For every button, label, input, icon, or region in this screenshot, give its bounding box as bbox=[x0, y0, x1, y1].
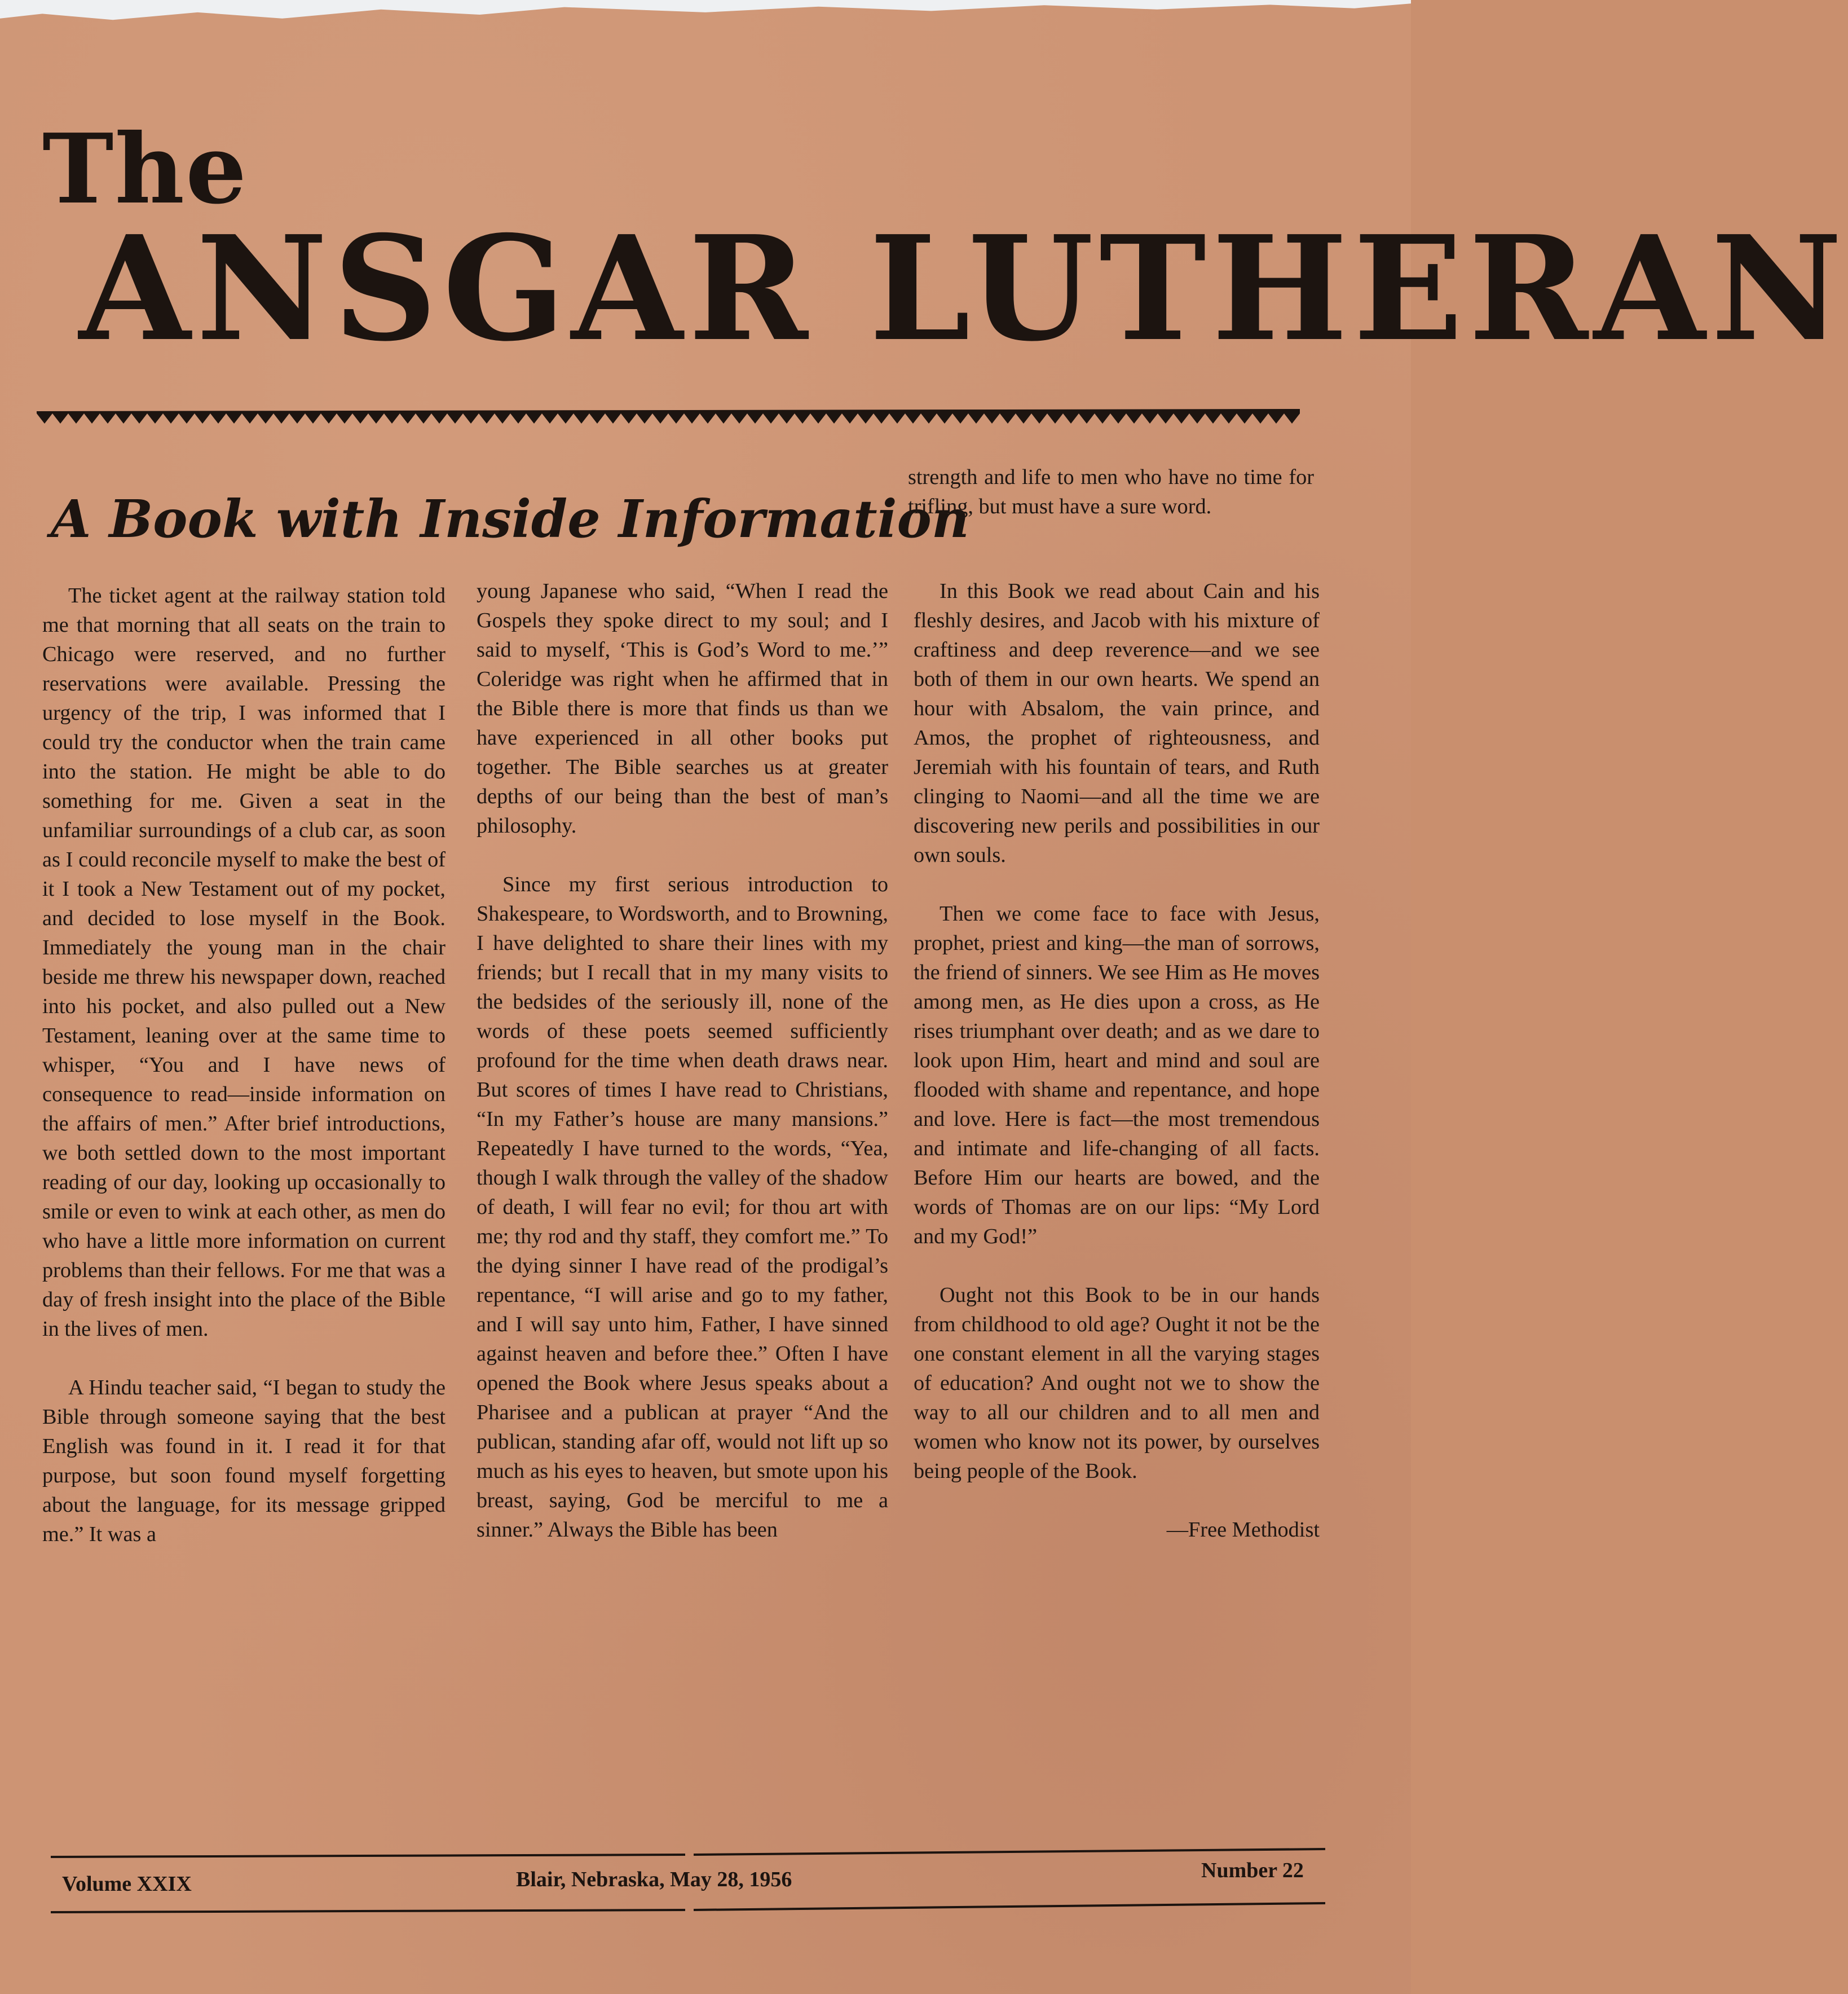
article-column-2 bbox=[477, 576, 888, 1544]
place-date-label: Blair, Nebraska, May 28, 1956 bbox=[516, 1868, 792, 1891]
paragraph: Ought not this Book to be in our hands from childhood to old age? Ought it not be the one constant element in all the varying stages of education? And ought not we to show the way to all our children and to all men and women who know not its power, by ourselves being people of the Book. bbox=[914, 1283, 1320, 1483]
paragraph: Then we come face to face with Jesus, prophet, priest and king—the man of sorrows, the friend of sinners. We see Him as He moves among men, as He dies upon a cross, as He rises triumphant over death; and as we dare to look upon Him, heart and mind and soul are flooded with shame and repentance, and hope and love. Here is fact—the most tremendous and intimate and life-changing of all facts. Before Him our hearts are bowed, and the words of Thomas are on our lips: “My Lord and my God!” bbox=[914, 902, 1320, 1248]
masthead-zigzag-rule bbox=[37, 409, 1300, 432]
masthead-the: The bbox=[42, 113, 248, 226]
article-column-1 bbox=[42, 581, 446, 1549]
paragraph: Since my first serious introduction to Shakespeare, to Wordsworth, and to Browning, I have delighted to share their lines with my friends; but I recall that in my many visits to the bedsides of the seriously ill, none of the words of these poets seemed sufficiently profound for the time when death draws near. But scores of times I have read to Christians, “In my Father’s house are many mansions.” Repeatedly I have turned to the words, “Yea, though I walk through the valley of the shadow of death, I will fear no evil; for thou art with me; thy rod and thy staff, they comfort me.” To the dying sinner I have read of the prodigal’s repentance, “I will arise and go to my father, and I will say unto him, Father, I have sinned against heaven and before thee.” Often I have opened the Book where Jesus speaks about a Pharisee and a publican at prayer “And the publican, standing afar off, would not lift up so much as his eyes to heaven, but smote upon his breast, saying, God be merciful to me a sinner.” Always the Bible has been bbox=[477, 873, 888, 1542]
paragraph: In this Book we read about Cain and his fleshly desires, and Jacob with his mixture of craftiness and deep reverence—and we see both of them in our own hearts. We spend an hour with Absalom, the vain prince, and Amos, the prophet of righteousness, and Jeremiah with his fountain of tears, and Ruth clinging to Naomi—and all the time we are discovering new perils and possibilities in our own souls. bbox=[914, 579, 1320, 867]
paragraph: strength and life to men who have no time for trifling, but must have a sure word. bbox=[908, 465, 1314, 518]
volume-label: Volume XXIX bbox=[62, 1872, 192, 1896]
footer-bar bbox=[51, 1845, 1325, 1918]
article-source: —Free Methodist bbox=[1166, 1518, 1320, 1542]
paragraph: A Hindu teacher said, “I began to study the Bible through someone saying that the best English was found in it. I read it for that purpose, but soon found myself forgetting about the language, for its message gripped me.” It was a bbox=[42, 1376, 446, 1546]
issue-number-label: Number 22 bbox=[1201, 1859, 1304, 1882]
article-column-3 bbox=[914, 576, 1320, 1544]
article-headline: A Book with Inside Information bbox=[51, 488, 969, 549]
masthead-title: ANSGAR LUTHERAN bbox=[79, 205, 1848, 373]
masthead bbox=[39, 113, 1848, 406]
article-column-3-top bbox=[908, 463, 1314, 521]
paragraph: The ticket agent at the railway station told me that morning that all seats on the train to Chicago were reserved, and no further reservations were available. Pressing the urgency of the trip, I was informed that I could try the conductor when the train came into the station. He might be able to do something for me. Given a seat in the unfamiliar surroundings of a club car, as soon as I could reconcile myself to make the best of it I took a New Testament out of my pocket, and decided to lose myself in the Book. Immediately the young man in the chair beside me threw his newspaper down, reached into his pocket, and also pulled out a New Testament, leaning over at the same time to whisper, “You and I have news of consequence to read—inside information on the affairs of men.” After brief introductions, we both settled down to the most important reading of our day, looking up occasionally to smile or even to wink at each other, as men do who have a little more information on current problems than their fellows. For me that was a day of fresh insight into the place of the Bible in the lives of men. bbox=[42, 584, 446, 1341]
paragraph: young Japanese who said, “When I read the Gospels they spoke direct to my soul; and I said to myself, ‘This is God’s Word to me.’” Coleridge was right when he affirmed that in the Bible there is more that finds us than we have experienced in all other books put together. The Bible searches us at greater depths of our being than the best of man’s philosophy. bbox=[477, 579, 888, 838]
